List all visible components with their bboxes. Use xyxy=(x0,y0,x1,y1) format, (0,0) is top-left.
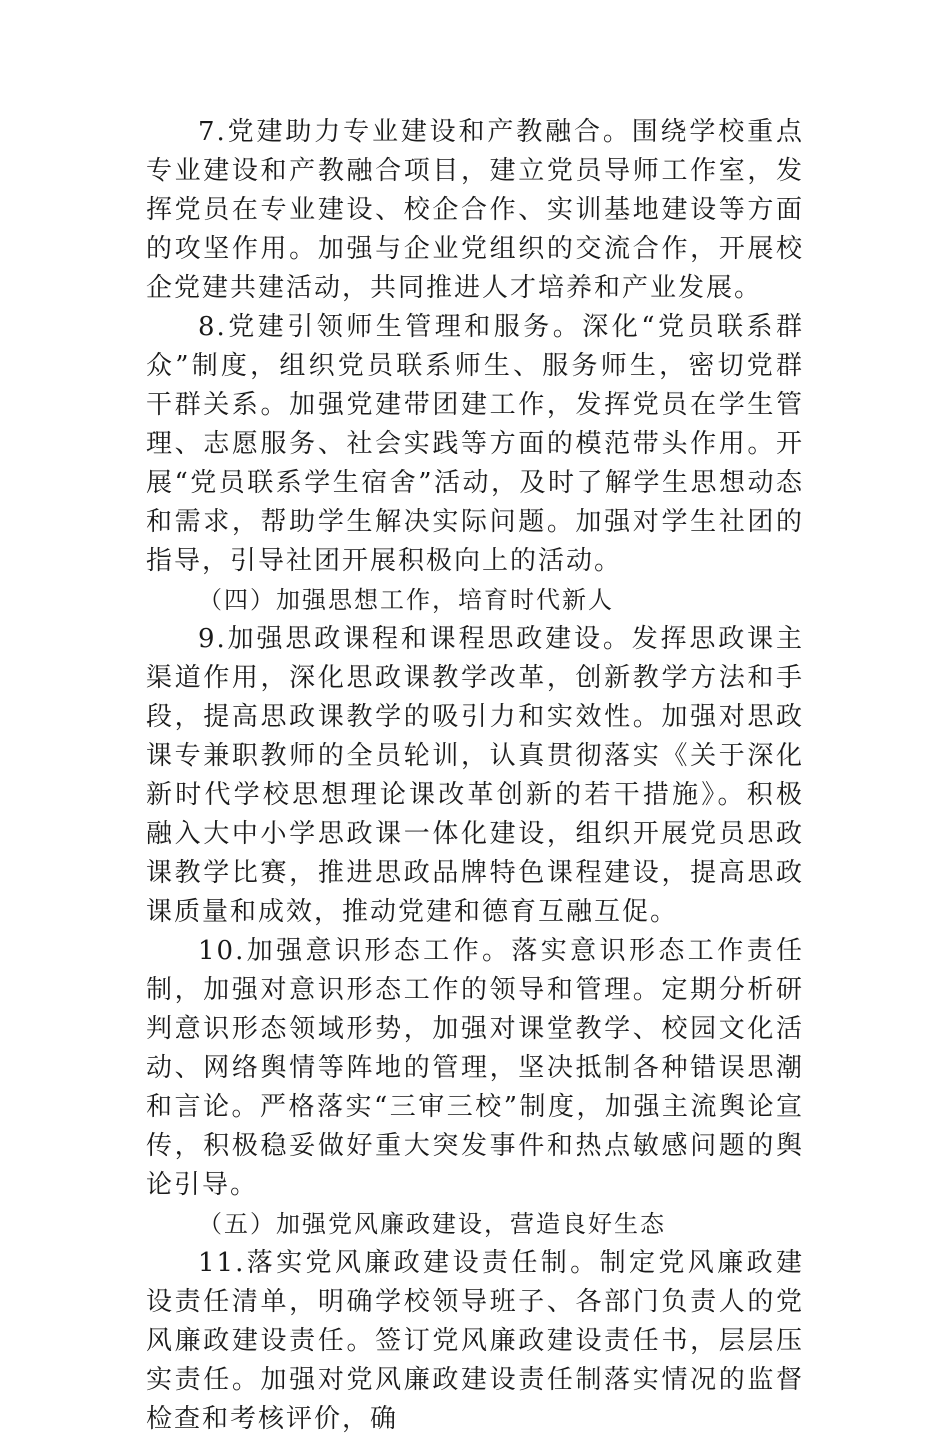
paragraph-8-teacher-student-management: 8.党建引领师生管理和服务。深化“党员联系群众”制度，组织党员联系师生、服务师生，密切党群干群关系。加强党建带团建工作，发挥党员在学生管理、志愿服务、社会实践等方面的模范带头作用。开展“党员联系学生宿舍”活动，及时了解学生思想动态和需求，帮助学生解决实际问题。加强对学生社团的指导，引导社团开展积极向上的活动。 xyxy=(146,312,804,576)
section-heading-5: （五）加强党风廉政建设，营造良好生态 xyxy=(198,1210,666,1238)
paragraph-10-ideology-work: 10.加强意识形态工作。落实意识形态工作责任制，加强对意识形态工作的领导和管理。定期分析研判意识形态领域形势，加强对课堂教学、校园文化活动、网络舆情等阵地的管理，坚决抵制各种错误思潮和言论。严格落实“三审三校”制度，加强主流舆论宣传，积极稳妥做好重大突发事件和热点敏感问题的舆论引导。 xyxy=(146,936,804,1200)
section-heading-4: （四）加强思想工作，培育时代新人 xyxy=(198,586,614,614)
paragraph-7-specialty-construction: 7.党建助力专业建设和产教融合。围绕学校重点专业建设和产教融合项目，建立党员导师工作室，发挥党员在专业建设、校企合作、实训基地建设等方面的攻坚作用。加强与企业党组织的交流合作，开展校企党建共建活动，共同推进人才培养和产业发展。 xyxy=(146,117,804,303)
document-body xyxy=(146,113,804,1439)
paragraph-9-ideological-courses: 9.加强思政课程和课程思政建设。发挥思政课主渠道作用，深化思政课教学改革，创新教学方法和手段，提高思政课教学的吸引力和实效性。加强对思政课专兼职教师的全员轮训，认真贯彻落实《关于深化新时代学校思想理论课改革创新的若干措施》。积极融入大中小学思政课一体化建设，组织开展党员思政课教学比赛，推进思政品牌特色课程建设，提高思政课质量和成效，推动党建和德育互融互促。 xyxy=(146,624,804,927)
paragraph-11-integrity-responsibility: 11.落实党风廉政建设责任制。制定党风廉政建设责任清单，明确学校领导班子、各部门负责人的党风廉政建设责任。签订党风廉政建设责任书，层层压实责任。加强对党风廉政建设责任制落实情况的监督检查和考核评价，确 xyxy=(146,1248,804,1434)
